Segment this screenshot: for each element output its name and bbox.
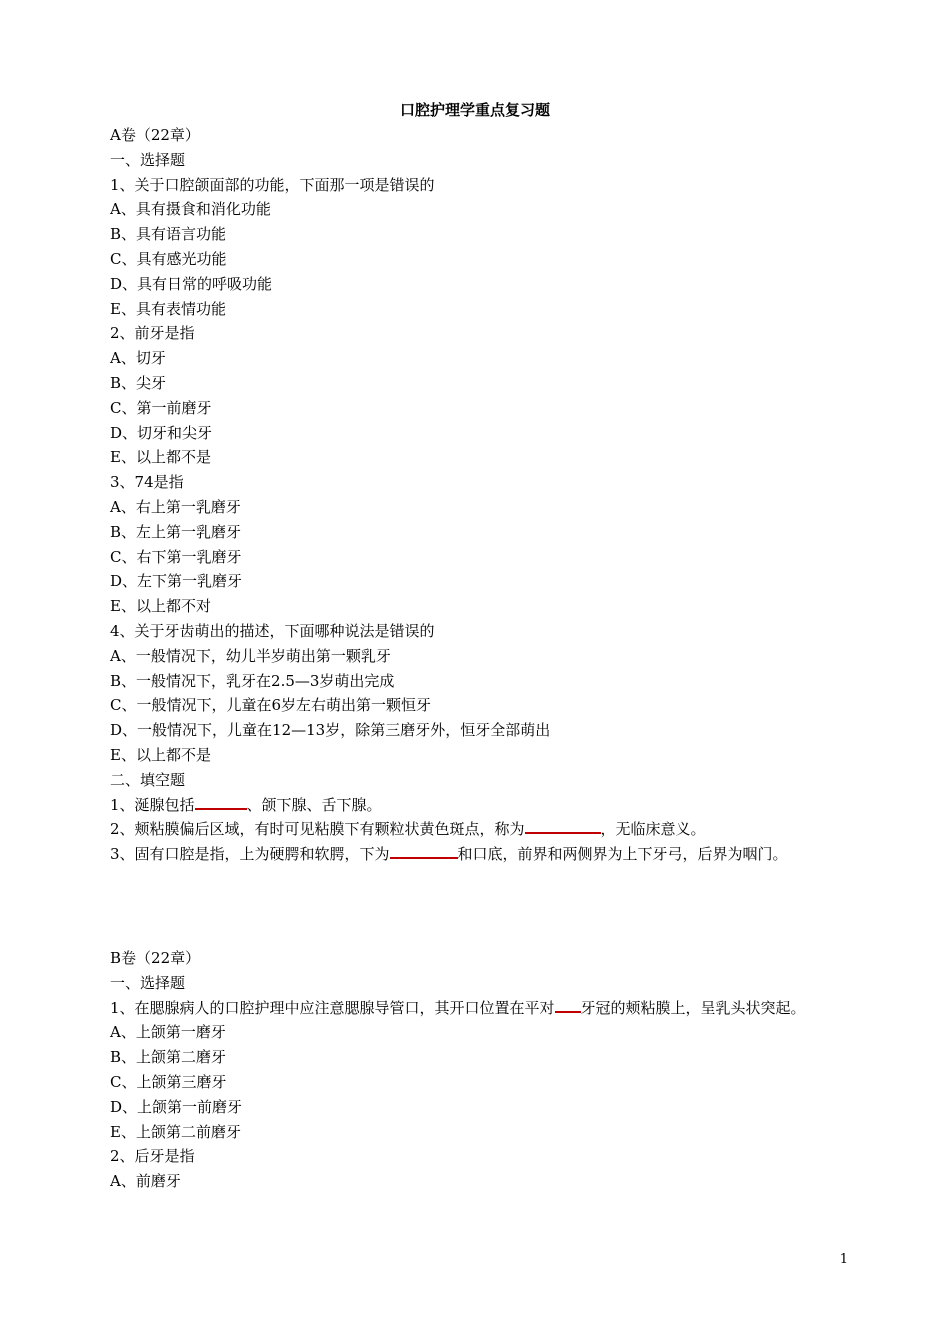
part-b-header: B卷（22章） (110, 949, 201, 967)
option: E、以上都不是 (110, 448, 211, 467)
fill-blank (525, 818, 601, 834)
option: D、切牙和尖牙 (110, 423, 213, 442)
fill-blank (195, 794, 247, 810)
part-a (110, 123, 855, 867)
option: C、上颌第三磨牙 (110, 1072, 227, 1091)
fill-blank (555, 997, 581, 1013)
fill-blank (390, 843, 458, 859)
fill-text: ，无临床意义。 (600, 820, 706, 839)
question-stem (110, 996, 855, 1021)
fill-text: 3、固有口腔是指，上为硬腭和软腭，下为 (110, 845, 390, 864)
page-number: 1 (839, 1252, 848, 1267)
option: B、左上第一乳磨牙 (110, 522, 242, 541)
option: B、尖牙 (110, 373, 167, 392)
option: D、具有日常的呼吸功能 (110, 274, 273, 293)
fill-question-1 (110, 793, 855, 818)
part-a-section-fill: 二、填空题 (110, 770, 186, 789)
question-stem: 4、关于牙齿萌出的描述，下面哪种说法是错误的 (110, 621, 435, 640)
option: C、一般情况下，儿童在6岁左右萌出第一颗恒牙 (110, 696, 432, 715)
question-text: 1、在腮腺病人的口腔护理中应注意腮腺导管口，其开口位置在平对 (110, 998, 555, 1017)
question-stem: 2、后牙是指 (110, 1147, 195, 1166)
option: C、第一前磨牙 (110, 398, 212, 417)
option: D、左下第一乳磨牙 (110, 572, 243, 591)
option: E、以上都不是 (110, 745, 211, 764)
fill-question-3 (110, 842, 855, 867)
part-a-section-choice: 一、选择题 (110, 150, 186, 169)
question-text: 牙冠的颊粘膜上，呈乳头状突起。 (580, 998, 806, 1017)
option: B、上颌第二磨牙 (110, 1048, 227, 1067)
option: D、上颌第一前磨牙 (110, 1097, 243, 1116)
option: E、上颌第二前磨牙 (110, 1122, 241, 1141)
option: C、具有感光功能 (110, 249, 227, 268)
option: A、具有摄食和消化功能 (110, 200, 271, 219)
part-b (110, 946, 855, 1194)
option: C、右下第一乳磨牙 (110, 547, 242, 566)
document-title: 口腔护理学重点复习题 (399, 101, 550, 119)
question-stem: 2、前牙是指 (110, 324, 195, 343)
part-b-section-choice: 一、选择题 (110, 973, 186, 992)
fill-text: 和口底，前界和两侧界为上下牙弓，后界为咽门。 (457, 845, 788, 864)
fill-text: 、颌下腺、舌下腺。 (246, 795, 382, 814)
question-stem: 1、关于口腔颌面部的功能，下面那一项是错误的 (110, 175, 435, 194)
option: A、右上第一乳磨牙 (110, 497, 241, 516)
option: B、一般情况下，乳牙在2.5—3岁萌出完成 (110, 671, 395, 690)
fill-question-2 (110, 817, 855, 842)
option: A、上颌第一磨牙 (110, 1023, 226, 1042)
fill-text: 2、颊粘膜偏后区域，有时可见粘膜下有颗粒状黄色斑点，称为 (110, 820, 525, 839)
option: A、一般情况下，幼儿半岁萌出第一颗乳牙 (110, 646, 391, 665)
fill-text: 1、涎腺包括 (110, 795, 195, 814)
option: A、切牙 (110, 349, 166, 368)
option: E、以上都不对 (110, 597, 211, 616)
option: D、一般情况下，儿童在12—13岁，除第三磨牙外，恒牙全部萌出 (110, 721, 551, 740)
option: B、具有语言功能 (110, 225, 227, 244)
question-stem: 3、74是指 (110, 473, 184, 492)
part-a-header: A卷（22章） (110, 126, 200, 144)
option: A、前磨牙 (110, 1172, 181, 1191)
option: E、具有表情功能 (110, 299, 226, 318)
